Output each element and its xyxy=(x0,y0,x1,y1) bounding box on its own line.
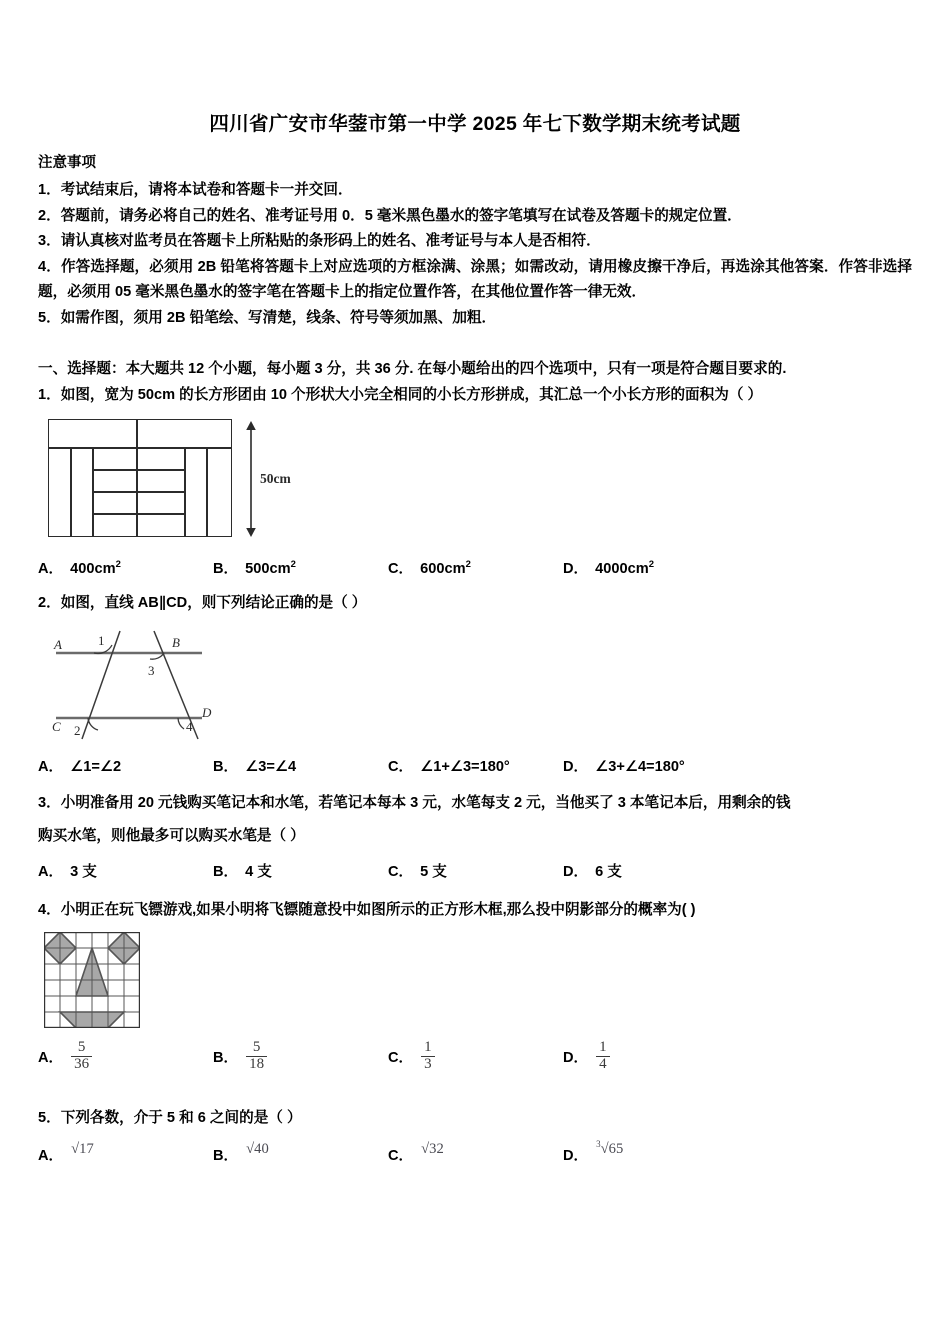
option-5-c-value: √32 xyxy=(421,1140,444,1157)
question-1-stem xyxy=(0,382,950,409)
option-4-b[interactable] xyxy=(213,1040,388,1073)
question-3-stem-line2: 购买水笔，则他最多可以购买水笔是（ ） xyxy=(38,828,305,844)
section-heading: 一、选择题：本大题共 12 个小题，每小题 3 分，共 36 分. 在每小题给出的四个选项中，只有一项是符合题目要求的. xyxy=(38,361,787,377)
option-5-b-label: B． xyxy=(213,1147,239,1164)
option-3-c-value: 5 支 xyxy=(420,864,447,880)
option-3-a[interactable] xyxy=(38,860,213,881)
option-3-a-label: A． xyxy=(38,864,64,880)
option-3-b[interactable] xyxy=(213,860,388,881)
figure1-vline-right-1 xyxy=(206,447,208,537)
option-2-a-value: ∠1=∠2 xyxy=(70,759,122,775)
option-2-c[interactable] xyxy=(388,755,563,776)
figure1-slat-1 xyxy=(92,469,184,471)
question-1-number: 1． xyxy=(38,387,61,403)
figure2-label-d: D xyxy=(202,705,212,720)
option-1-a-sup: 2 xyxy=(115,559,121,571)
option-1-d-sup: 2 xyxy=(648,559,654,571)
question-4-number: 4． xyxy=(38,902,61,918)
option-5-d[interactable] xyxy=(563,1138,738,1165)
option-5-a-radical xyxy=(71,1139,94,1158)
option-2-a-label: A． xyxy=(38,759,64,775)
option-4-d-numerator: 1 xyxy=(599,1039,607,1055)
question-5-stem xyxy=(0,1073,950,1132)
question-2-figure xyxy=(0,617,950,755)
option-3-b-value: 4 支 xyxy=(245,864,272,880)
question-3-text-1: 小明准备用 20 元钱购买笔记本和水笔，若笔记本每本 3 元，水笔每支 2 元，当他买了 3 本笔记本后，用剩余的钱 xyxy=(60,795,791,811)
option-4-d-fraction xyxy=(596,1040,610,1073)
figure2-arc-4 xyxy=(178,718,184,729)
figure2-label-a: A xyxy=(54,637,62,652)
option-1-a-label: A． xyxy=(38,561,64,577)
figure2-angle-3: 3 xyxy=(148,663,155,678)
figure1-vline-center-right xyxy=(184,447,186,537)
option-2-d-value: ∠3+∠4=180° xyxy=(595,759,685,775)
option-2-d-label: D． xyxy=(563,759,589,775)
option-5-c[interactable] xyxy=(388,1140,563,1165)
option-3-d[interactable] xyxy=(563,860,738,881)
option-3-b-label: B． xyxy=(213,864,239,880)
option-3-a-value: 3 支 xyxy=(70,864,97,880)
option-5-b-radical xyxy=(246,1139,269,1158)
question-5-number: 5． xyxy=(38,1109,61,1126)
option-5-d-label: D． xyxy=(563,1147,589,1164)
question-3-number: 3． xyxy=(38,795,61,811)
option-2-d[interactable] xyxy=(563,755,738,776)
option-4-a-denominator: 36 xyxy=(71,1056,92,1073)
figure1-slat-2 xyxy=(92,491,184,493)
notice-line-2: 2．答题前，请务必将自己的姓名、准考证号用 0．5 毫米黑色墨水的签字笔填写在试卷及答题卡的规定位置． xyxy=(38,207,742,224)
option-2-a[interactable] xyxy=(38,755,213,776)
option-5-b-value: √40 xyxy=(246,1140,269,1157)
option-4-c[interactable] xyxy=(388,1040,563,1073)
option-3-c-label: C． xyxy=(388,864,414,880)
option-4-a-label: A． xyxy=(38,1049,64,1066)
option-3-d-label: D． xyxy=(563,864,589,880)
question-2-stem xyxy=(0,578,950,617)
figure2-parallel-lines xyxy=(42,623,242,741)
question-1-text: 如图，宽为 50cm 的长方形团由 10 个形状大小完全相同的小长方形拼成，其汇总一个小长方形的面积为（ ） xyxy=(60,387,763,403)
notice-line-5: 5．如需作图，须用 2B 铅笔绘、写清楚，线条、符号等须加黑、加粗． xyxy=(38,309,497,326)
question-3-stem-line1 xyxy=(0,776,950,817)
option-3-d-value: 6 支 xyxy=(595,864,622,880)
option-4-b-numerator: 5 xyxy=(252,1039,261,1055)
option-4-d-label: D． xyxy=(563,1049,589,1066)
figure1-outer-rect xyxy=(48,419,232,537)
option-2-c-label: C． xyxy=(388,759,414,775)
question-2-options xyxy=(0,755,950,776)
option-4-c-fraction xyxy=(421,1040,435,1073)
option-4-c-numerator: 1 xyxy=(424,1039,432,1055)
option-2-b[interactable] xyxy=(213,755,388,776)
option-5-c-radical xyxy=(421,1139,444,1158)
figure2-label-b: B xyxy=(172,635,180,650)
option-1-a-value: 400cm xyxy=(70,561,116,577)
option-5-d-radical xyxy=(596,1139,623,1158)
option-4-a[interactable] xyxy=(38,1040,213,1073)
option-4-d[interactable] xyxy=(563,1040,738,1073)
page-title: 四川省广安市华蓥市第一中学 2025 年七下数学期末统考试题 xyxy=(209,113,741,135)
option-3-c[interactable] xyxy=(388,860,563,881)
question-3-options xyxy=(0,850,950,881)
option-1-d-label: D． xyxy=(563,561,589,577)
notice-line-3: 3．请认真核对监考员在答题卡上所粘贴的条形码上的姓名、准考证号与本人是否相符． xyxy=(38,233,601,249)
option-2-c-value: ∠1+∠3=180° xyxy=(420,759,510,775)
option-5-d-value: √65 xyxy=(600,1140,624,1157)
notice-heading: 注意事项 xyxy=(38,155,96,171)
question-4-options xyxy=(0,1040,950,1073)
option-4-d-denominator: 4 xyxy=(596,1056,610,1073)
notice-section xyxy=(0,136,950,331)
option-2-b-label: B． xyxy=(213,759,239,775)
question-1-figure xyxy=(0,409,950,557)
question-4-text: 小明正在玩飞镖游戏,如果小明将飞镖随意投中如图所示的正方形木框,那么投中阴影部分的概率为( ) xyxy=(60,902,696,918)
option-4-a-numerator: 5 xyxy=(77,1039,86,1055)
option-1-b-value: 500cm xyxy=(245,561,291,577)
option-5-a-value: √17 xyxy=(71,1140,94,1157)
option-5-c-label: C． xyxy=(388,1147,414,1164)
question-5-text: 下列各数，介于 5 和 6 之间的是（ ） xyxy=(60,1109,302,1126)
figure1-slat-3 xyxy=(92,513,184,515)
figure1-dimension-label: 50cm xyxy=(260,471,291,486)
option-1-c-value: 600cm xyxy=(420,561,466,577)
option-4-b-fraction xyxy=(246,1040,267,1073)
figure1-dimension-arrow xyxy=(244,421,258,537)
option-4-c-denominator: 3 xyxy=(421,1056,435,1073)
figure1-vline-top-band xyxy=(136,419,138,447)
question-2-text: 如图，直线 AB∥CD，则下列结论正确的是（ ） xyxy=(60,595,367,611)
option-4-b-denominator: 18 xyxy=(246,1056,267,1073)
notice-line-1: 1．考试结束后，请将本试卷和答题卡一并交回． xyxy=(38,182,353,198)
question-4-stem xyxy=(0,881,950,924)
figure1-hline-top-band xyxy=(48,447,232,449)
option-1-d-value: 4000cm xyxy=(595,561,649,577)
figure2-angle-2: 2 xyxy=(74,723,81,738)
figure2-label-c: C xyxy=(52,719,61,734)
option-4-b-label: B． xyxy=(213,1049,239,1066)
option-5-b[interactable] xyxy=(213,1140,388,1165)
option-5-a-label: A． xyxy=(38,1147,64,1164)
question-2-number: 2． xyxy=(38,595,61,611)
option-4-c-label: C． xyxy=(388,1049,414,1066)
figure1-vline-left-1 xyxy=(70,447,72,537)
option-1-b-sup: 2 xyxy=(290,559,296,571)
option-1-c[interactable] xyxy=(388,557,563,578)
option-1-c-label: C． xyxy=(388,561,414,577)
question-5-options xyxy=(0,1132,950,1165)
option-4-a-fraction xyxy=(71,1040,92,1073)
notice-line-4: 4．作答选择题，必须用 2B 铅笔将答题卡上对应选项的方框涂满、涂黑；如需改动，请用橡皮擦干净后，再选涂其他答案．作答非选择题，必须用 05 毫米黑色墨水的签字笔在答题卡上的指定位置作答，在其他位置作答一律无效． xyxy=(38,258,912,300)
figure4-dartboard-grid xyxy=(44,932,140,1028)
question-4-figure xyxy=(0,924,950,1040)
option-1-b-label: B． xyxy=(213,561,239,577)
option-1-b[interactable] xyxy=(213,557,388,578)
figure2-angle-4: 4 xyxy=(186,719,193,734)
option-5-d-index: 3 xyxy=(596,1138,601,1149)
option-1-d[interactable] xyxy=(563,557,738,578)
option-5-a[interactable] xyxy=(38,1140,213,1165)
figure2-angle-1: 1 xyxy=(98,633,105,648)
option-1-a[interactable] xyxy=(38,557,213,578)
option-1-c-sup: 2 xyxy=(465,559,471,571)
option-2-b-value: ∠3=∠4 xyxy=(245,759,297,775)
question-1-options xyxy=(0,557,950,578)
